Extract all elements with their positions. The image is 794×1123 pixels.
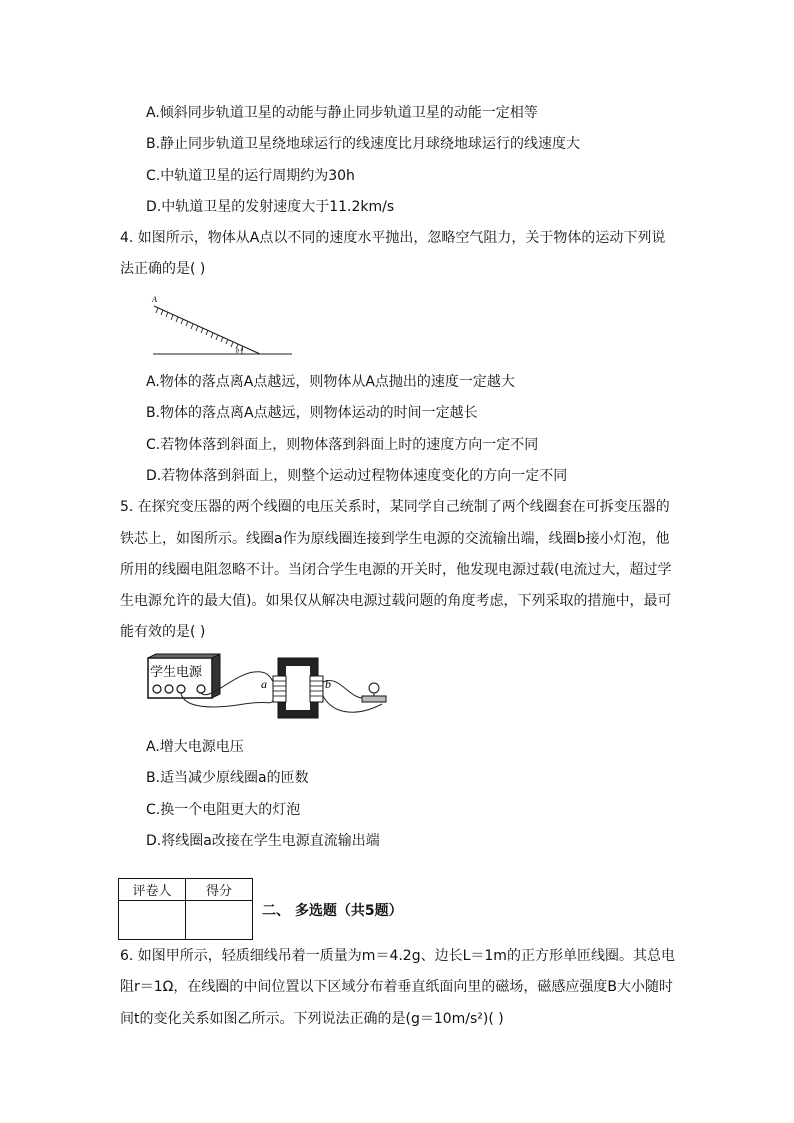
score-table-reviewer-header: 评卷人 xyxy=(119,879,186,901)
terminal-1 xyxy=(153,685,161,693)
score-table xyxy=(118,878,253,940)
theta-label: θ xyxy=(236,349,239,355)
coil-b xyxy=(310,676,323,702)
coil-a-label: a xyxy=(261,677,267,691)
score-table-reviewer-cell[interactable] xyxy=(119,901,186,940)
incline-surface xyxy=(154,306,260,354)
terminal-4 xyxy=(197,685,205,693)
q5-stem-line4: 生电源允许的最大值)。如果仅从解决电源过载问题的角度考虑，下列采取的措施中，最可 xyxy=(120,593,672,609)
score-table-score-cell[interactable] xyxy=(186,901,253,940)
q4-option-b: B.物体的落点离A点越远，则物体运动的时间一定越长 xyxy=(146,405,478,421)
transformer-figure xyxy=(144,654,394,722)
power-supply-label: 学生电源 xyxy=(150,665,203,680)
q5-stem-line1: 5. 在探究变压器的两个线圈的电压关系时，某同学自己统制了两个线圈套在可拆变压器的 xyxy=(120,499,670,515)
q4-option-a: A.物体的落点离A点越远，则物体从A点抛出的速度一定越大 xyxy=(146,374,515,390)
q6-stem-line1: 6. 如图甲所示，轻质细线吊着一质量为m＝4.2g、边长L＝1m的正方形单匝线圈。其总电 xyxy=(120,948,675,964)
q6-stem-line2: 阻r＝1Ω，在线圈的中间位置以下区域分布着垂直纸面向里的磁场，磁感应强度B大小随时 xyxy=(120,979,673,995)
terminal-3 xyxy=(177,685,185,693)
incline-hatching xyxy=(156,308,243,351)
q3-option-a: A.倾斜同步轨道卫星的动能与静止同步轨道卫星的动能一定相等 xyxy=(146,105,538,121)
point-a-label: A xyxy=(152,295,157,304)
q4-option-c: C.若物体落到斜面上，则物体落到斜面上时的速度方向一定不同 xyxy=(146,437,539,453)
section-title: 二、 多选题（共5题） xyxy=(262,903,403,919)
q5-option-d: D.将线圈a改接在学生电源直流输出端 xyxy=(146,833,380,849)
q4-stem-line1: 4. 如图所示，物体从A点以不同的速度水平抛出，忽略空气阻力，关于物体的运动下列说 xyxy=(120,230,666,246)
q4-option-d: D.若物体落到斜面上，则整个运动过程物体速度变化的方向一定不同 xyxy=(146,468,568,484)
q5-option-a: A.增大电源电压 xyxy=(146,739,244,755)
lamp-base xyxy=(362,696,386,702)
q5-stem-line2: 铁芯上，如图所示。线圈a作为原线圈连接到学生电源的交流输出端，线圈b接小灯泡，他 xyxy=(120,531,670,547)
q5-option-b: B.适当减少原线圈a的匝数 xyxy=(146,770,309,786)
q3-option-d: D.中轨道卫星的发射速度大于11.2km/s xyxy=(146,199,395,215)
q5-stem-line3: 所用的线圈电阻忽略不计。当闭合学生电源的开关时，他发现电源过载(电流过大，超过学 xyxy=(120,562,672,578)
q5-stem-line5: 能有效的是( ) xyxy=(120,624,206,640)
coil-b-label: b xyxy=(325,677,331,691)
terminal-2 xyxy=(165,685,173,693)
coil-a xyxy=(273,676,286,702)
q4-stem-line2: 法正确的是( ) xyxy=(120,261,206,277)
incline-figure xyxy=(150,292,300,362)
q5-option-c: C.换一个电阻更大的灯泡 xyxy=(146,802,301,818)
q3-option-b: B.静止同步轨道卫星绕地球运行的线速度比月球绕地球运行的线速度大 xyxy=(146,136,581,152)
q6-stem-line3: 间t的变化关系如图乙所示。下列说法正确的是(g＝10m/s²)( ) xyxy=(120,1011,504,1027)
lamp-bulb-icon xyxy=(369,683,379,693)
score-table-score-header: 得分 xyxy=(186,879,253,901)
q3-option-c: C.中轨道卫星的运行周期约为30h xyxy=(146,168,355,184)
